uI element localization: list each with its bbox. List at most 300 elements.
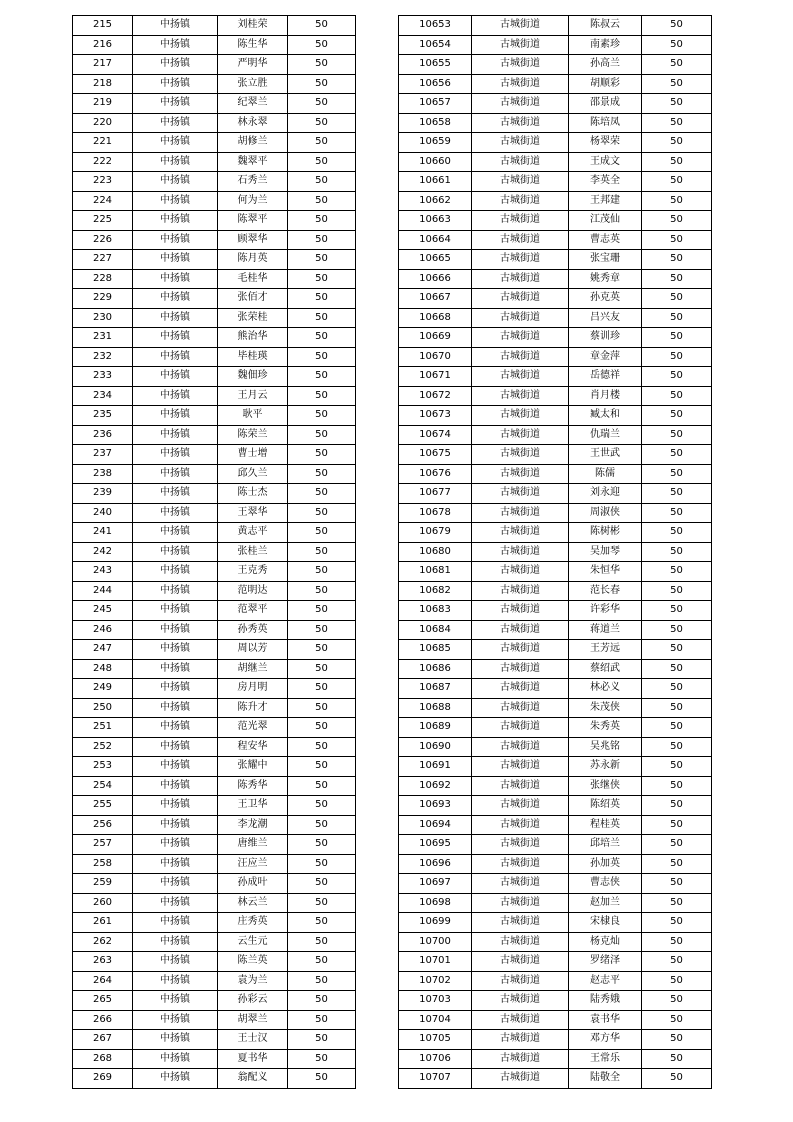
- amount-cell: 50: [288, 1049, 356, 1069]
- table-row: [399, 328, 712, 348]
- district-cell: 中扬镇: [133, 874, 218, 894]
- amount-cell: 50: [288, 659, 356, 679]
- table-row: [73, 425, 356, 445]
- table-row: [73, 386, 356, 406]
- row-number-cell: 241: [73, 523, 133, 543]
- district-cell: 中扬镇: [133, 601, 218, 621]
- amount-cell: 50: [288, 1010, 356, 1030]
- row-number-cell: 10658: [399, 113, 472, 133]
- amount-cell: 50: [288, 250, 356, 270]
- district-cell: 古城街道: [472, 1030, 569, 1050]
- amount-cell: 50: [288, 581, 356, 601]
- row-number-cell: 243: [73, 562, 133, 582]
- amount-cell: 50: [288, 464, 356, 484]
- row-number-cell: 10659: [399, 133, 472, 153]
- name-cell: 姚秀章: [569, 269, 642, 289]
- amount-cell: 50: [642, 874, 712, 894]
- name-cell: 孙秀英: [218, 620, 288, 640]
- row-number-cell: 10691: [399, 757, 472, 777]
- name-cell: 南素珍: [569, 35, 642, 55]
- name-cell: 陆敬全: [569, 1069, 642, 1089]
- table-row: [399, 679, 712, 699]
- table-row: [73, 542, 356, 562]
- amount-cell: 50: [642, 835, 712, 855]
- name-cell: 范长春: [569, 581, 642, 601]
- amount-cell: 50: [642, 815, 712, 835]
- table-row: [399, 913, 712, 933]
- table-row: [399, 503, 712, 523]
- amount-cell: 50: [642, 893, 712, 913]
- amount-cell: 50: [288, 503, 356, 523]
- name-cell: 曹志英: [569, 230, 642, 250]
- name-cell: 朱秀英: [569, 718, 642, 738]
- name-cell: 王克秀: [218, 562, 288, 582]
- amount-cell: 50: [288, 269, 356, 289]
- district-cell: 中扬镇: [133, 1049, 218, 1069]
- table-row: [73, 581, 356, 601]
- table-row: [399, 698, 712, 718]
- amount-cell: 50: [288, 835, 356, 855]
- table-row: [73, 796, 356, 816]
- district-cell: 中扬镇: [133, 113, 218, 133]
- district-cell: 古城街道: [472, 347, 569, 367]
- amount-cell: 50: [642, 523, 712, 543]
- name-cell: 陈秀华: [218, 776, 288, 796]
- row-number-cell: 267: [73, 1030, 133, 1050]
- district-cell: 古城街道: [472, 503, 569, 523]
- district-cell: 中扬镇: [133, 94, 218, 114]
- name-cell: 陈翠平: [218, 211, 288, 231]
- name-cell: 陈荣兰: [218, 425, 288, 445]
- row-number-cell: 10698: [399, 893, 472, 913]
- amount-cell: 50: [288, 328, 356, 348]
- table-row: [399, 893, 712, 913]
- amount-cell: 50: [288, 971, 356, 991]
- table-row: [399, 386, 712, 406]
- table-row: [399, 152, 712, 172]
- district-cell: 中扬镇: [133, 367, 218, 387]
- amount-cell: 50: [642, 133, 712, 153]
- amount-cell: 50: [288, 386, 356, 406]
- name-cell: 房月明: [218, 679, 288, 699]
- district-cell: 中扬镇: [133, 991, 218, 1011]
- amount-cell: 50: [288, 308, 356, 328]
- amount-cell: 50: [642, 113, 712, 133]
- district-cell: 古城街道: [472, 620, 569, 640]
- amount-cell: 50: [642, 913, 712, 933]
- amount-cell: 50: [288, 523, 356, 543]
- district-cell: 中扬镇: [133, 815, 218, 835]
- amount-cell: 50: [642, 328, 712, 348]
- district-cell: 中扬镇: [133, 620, 218, 640]
- table-row: [399, 367, 712, 387]
- table-row: [399, 425, 712, 445]
- amount-cell: 50: [642, 406, 712, 426]
- amount-cell: 50: [642, 971, 712, 991]
- amount-cell: 50: [288, 562, 356, 582]
- row-number-cell: 10704: [399, 1010, 472, 1030]
- row-number-cell: 10661: [399, 172, 472, 192]
- row-number-cell: 251: [73, 718, 133, 738]
- name-cell: 严明华: [218, 55, 288, 75]
- district-cell: 古城街道: [472, 913, 569, 933]
- name-cell: 李龙潮: [218, 815, 288, 835]
- name-cell: 唐维兰: [218, 835, 288, 855]
- table-row: [73, 835, 356, 855]
- table-row: [399, 620, 712, 640]
- district-cell: 中扬镇: [133, 737, 218, 757]
- right-table-body: [399, 16, 712, 1089]
- amount-cell: 50: [288, 172, 356, 192]
- amount-cell: 50: [642, 230, 712, 250]
- district-cell: 中扬镇: [133, 406, 218, 426]
- district-cell: 古城街道: [472, 1049, 569, 1069]
- name-cell: 吕兴友: [569, 308, 642, 328]
- table-row: [399, 815, 712, 835]
- row-number-cell: 220: [73, 113, 133, 133]
- table-row: [73, 230, 356, 250]
- name-cell: 张桂兰: [218, 542, 288, 562]
- amount-cell: 50: [288, 893, 356, 913]
- name-cell: 许彩华: [569, 601, 642, 621]
- row-number-cell: 10693: [399, 796, 472, 816]
- amount-cell: 50: [288, 913, 356, 933]
- district-cell: 中扬镇: [133, 308, 218, 328]
- row-number-cell: 10657: [399, 94, 472, 114]
- row-number-cell: 255: [73, 796, 133, 816]
- row-number-cell: 256: [73, 815, 133, 835]
- table-row: [399, 445, 712, 465]
- table-row: [73, 523, 356, 543]
- amount-cell: 50: [642, 172, 712, 192]
- district-cell: 古城街道: [472, 757, 569, 777]
- amount-cell: 50: [288, 698, 356, 718]
- name-cell: 罗绪泽: [569, 952, 642, 972]
- name-cell: 林永翠: [218, 113, 288, 133]
- name-cell: 赵加兰: [569, 893, 642, 913]
- amount-cell: 50: [642, 94, 712, 114]
- amount-cell: 50: [642, 952, 712, 972]
- table-row: [73, 113, 356, 133]
- district-cell: 中扬镇: [133, 211, 218, 231]
- district-cell: 中扬镇: [133, 952, 218, 972]
- table-row: [399, 1010, 712, 1030]
- name-cell: 魏佃珍: [218, 367, 288, 387]
- name-cell: 杨克灿: [569, 932, 642, 952]
- table-row: [399, 35, 712, 55]
- amount-cell: 50: [642, 932, 712, 952]
- name-cell: 陈兰英: [218, 952, 288, 972]
- district-cell: 中扬镇: [133, 35, 218, 55]
- name-cell: 孙彩云: [218, 991, 288, 1011]
- district-cell: 古城街道: [472, 952, 569, 972]
- row-number-cell: 227: [73, 250, 133, 270]
- district-cell: 中扬镇: [133, 133, 218, 153]
- amount-cell: 50: [642, 796, 712, 816]
- district-cell: 古城街道: [472, 893, 569, 913]
- district-cell: 古城街道: [472, 191, 569, 211]
- district-cell: 古城街道: [472, 425, 569, 445]
- name-cell: 朱茂侠: [569, 698, 642, 718]
- table-row: [399, 230, 712, 250]
- table-row: [399, 172, 712, 192]
- table-row: [399, 562, 712, 582]
- amount-cell: 50: [288, 152, 356, 172]
- table-row: [73, 1030, 356, 1050]
- amount-cell: 50: [642, 562, 712, 582]
- name-cell: 耿平: [218, 406, 288, 426]
- row-number-cell: 10680: [399, 542, 472, 562]
- district-cell: 中扬镇: [133, 503, 218, 523]
- amount-cell: 50: [642, 991, 712, 1011]
- amount-cell: 50: [288, 94, 356, 114]
- district-cell: 中扬镇: [133, 698, 218, 718]
- table-row: [73, 776, 356, 796]
- row-number-cell: 10686: [399, 659, 472, 679]
- row-number-cell: 266: [73, 1010, 133, 1030]
- table-row: [399, 94, 712, 114]
- district-cell: 古城街道: [472, 659, 569, 679]
- row-number-cell: 223: [73, 172, 133, 192]
- row-number-cell: 224: [73, 191, 133, 211]
- row-number-cell: 229: [73, 289, 133, 309]
- amount-cell: 50: [288, 757, 356, 777]
- row-number-cell: 240: [73, 503, 133, 523]
- amount-cell: 50: [642, 854, 712, 874]
- district-cell: 中扬镇: [133, 16, 218, 36]
- district-cell: 古城街道: [472, 854, 569, 874]
- table-row: [73, 74, 356, 94]
- name-cell: 朱恒华: [569, 562, 642, 582]
- district-cell: 古城街道: [472, 74, 569, 94]
- table-row: [399, 854, 712, 874]
- name-cell: 王常乐: [569, 1049, 642, 1069]
- row-number-cell: 10664: [399, 230, 472, 250]
- row-number-cell: 218: [73, 74, 133, 94]
- name-cell: 范光翠: [218, 718, 288, 738]
- name-cell: 袁书华: [569, 1010, 642, 1030]
- row-number-cell: 10672: [399, 386, 472, 406]
- table-row: [73, 601, 356, 621]
- table-row: [399, 1049, 712, 1069]
- table-row: [399, 1030, 712, 1050]
- row-number-cell: 10689: [399, 718, 472, 738]
- district-cell: 古城街道: [472, 1069, 569, 1089]
- table-row: [399, 269, 712, 289]
- row-number-cell: 10694: [399, 815, 472, 835]
- district-cell: 古城街道: [472, 445, 569, 465]
- name-cell: 陈士杰: [218, 484, 288, 504]
- name-cell: 陈绍英: [569, 796, 642, 816]
- row-number-cell: 10688: [399, 698, 472, 718]
- table-row: [399, 971, 712, 991]
- row-number-cell: 10702: [399, 971, 472, 991]
- amount-cell: 50: [642, 211, 712, 231]
- row-number-cell: 248: [73, 659, 133, 679]
- name-cell: 章金萍: [569, 347, 642, 367]
- name-cell: 庄秀英: [218, 913, 288, 933]
- table-row: [399, 952, 712, 972]
- amount-cell: 50: [288, 679, 356, 699]
- table-row: [73, 211, 356, 231]
- district-cell: 中扬镇: [133, 835, 218, 855]
- district-cell: 古城街道: [472, 679, 569, 699]
- name-cell: 陈儒: [569, 464, 642, 484]
- name-cell: 江茂仙: [569, 211, 642, 231]
- amount-cell: 50: [288, 1030, 356, 1050]
- name-cell: 陈升才: [218, 698, 288, 718]
- district-cell: 中扬镇: [133, 523, 218, 543]
- district-cell: 中扬镇: [133, 55, 218, 75]
- name-cell: 林云兰: [218, 893, 288, 913]
- row-number-cell: 254: [73, 776, 133, 796]
- row-number-cell: 10670: [399, 347, 472, 367]
- amount-cell: 50: [288, 35, 356, 55]
- district-cell: 中扬镇: [133, 172, 218, 192]
- name-cell: 吴加琴: [569, 542, 642, 562]
- name-cell: 汪应兰: [218, 854, 288, 874]
- amount-cell: 50: [288, 815, 356, 835]
- name-cell: 夏书华: [218, 1049, 288, 1069]
- table-row: [73, 367, 356, 387]
- name-cell: 王芳远: [569, 640, 642, 660]
- row-number-cell: 236: [73, 425, 133, 445]
- name-cell: 蔡绍武: [569, 659, 642, 679]
- district-cell: 中扬镇: [133, 464, 218, 484]
- amount-cell: 50: [642, 620, 712, 640]
- name-cell: 王卫华: [218, 796, 288, 816]
- name-cell: 蔡训珍: [569, 328, 642, 348]
- row-number-cell: 245: [73, 601, 133, 621]
- name-cell: 臧太和: [569, 406, 642, 426]
- name-cell: 杨翠荣: [569, 133, 642, 153]
- table-row: [399, 250, 712, 270]
- table-row: [399, 776, 712, 796]
- amount-cell: 50: [288, 484, 356, 504]
- row-number-cell: 233: [73, 367, 133, 387]
- name-cell: 岳德祥: [569, 367, 642, 387]
- row-number-cell: 10699: [399, 913, 472, 933]
- table-row: [73, 718, 356, 738]
- table-row: [73, 1069, 356, 1089]
- left-table-body: [73, 16, 356, 1089]
- district-cell: 古城街道: [472, 269, 569, 289]
- name-cell: 李英全: [569, 172, 642, 192]
- row-number-cell: 242: [73, 542, 133, 562]
- table-row: [399, 737, 712, 757]
- district-cell: 中扬镇: [133, 913, 218, 933]
- amount-cell: 50: [642, 757, 712, 777]
- table-row: [399, 406, 712, 426]
- table-row: [399, 523, 712, 543]
- row-number-cell: 230: [73, 308, 133, 328]
- row-number-cell: 10685: [399, 640, 472, 660]
- right-table: [398, 15, 712, 1089]
- table-row: [73, 620, 356, 640]
- district-cell: 中扬镇: [133, 718, 218, 738]
- amount-cell: 50: [642, 1030, 712, 1050]
- name-cell: 翁配义: [218, 1069, 288, 1089]
- table-row: [73, 913, 356, 933]
- table-row: [399, 113, 712, 133]
- row-number-cell: 269: [73, 1069, 133, 1089]
- row-number-cell: 249: [73, 679, 133, 699]
- row-number-cell: 238: [73, 464, 133, 484]
- row-number-cell: 10707: [399, 1069, 472, 1089]
- row-number-cell: 247: [73, 640, 133, 660]
- amount-cell: 50: [288, 1069, 356, 1089]
- amount-cell: 50: [288, 952, 356, 972]
- district-cell: 古城街道: [472, 640, 569, 660]
- amount-cell: 50: [288, 445, 356, 465]
- name-cell: 王士汉: [218, 1030, 288, 1050]
- name-cell: 孙成叶: [218, 874, 288, 894]
- row-number-cell: 10668: [399, 308, 472, 328]
- district-cell: 中扬镇: [133, 757, 218, 777]
- table-row: [73, 1049, 356, 1069]
- name-cell: 毛桂华: [218, 269, 288, 289]
- amount-cell: 50: [288, 55, 356, 75]
- row-number-cell: 228: [73, 269, 133, 289]
- district-cell: 古城街道: [472, 737, 569, 757]
- district-cell: 古城街道: [472, 484, 569, 504]
- table-row: [399, 484, 712, 504]
- amount-cell: 50: [288, 406, 356, 426]
- row-number-cell: 10681: [399, 562, 472, 582]
- name-cell: 程安华: [218, 737, 288, 757]
- district-cell: 中扬镇: [133, 562, 218, 582]
- row-number-cell: 10662: [399, 191, 472, 211]
- amount-cell: 50: [642, 16, 712, 36]
- table-row: [73, 347, 356, 367]
- table-row: [73, 971, 356, 991]
- row-number-cell: 250: [73, 698, 133, 718]
- row-number-cell: 10678: [399, 503, 472, 523]
- amount-cell: 50: [288, 367, 356, 387]
- name-cell: 王月云: [218, 386, 288, 406]
- district-cell: 古城街道: [472, 581, 569, 601]
- table-row: [73, 991, 356, 1011]
- district-cell: 古城街道: [472, 874, 569, 894]
- amount-cell: 50: [642, 640, 712, 660]
- name-cell: 刘永迎: [569, 484, 642, 504]
- row-number-cell: 215: [73, 16, 133, 36]
- district-cell: 古城街道: [472, 991, 569, 1011]
- row-number-cell: 10655: [399, 55, 472, 75]
- table-row: [399, 347, 712, 367]
- row-number-cell: 252: [73, 737, 133, 757]
- row-number-cell: 10683: [399, 601, 472, 621]
- amount-cell: 50: [288, 230, 356, 250]
- table-row: [399, 133, 712, 153]
- district-cell: 古城街道: [472, 796, 569, 816]
- name-cell: 宋棣良: [569, 913, 642, 933]
- table-row: [399, 640, 712, 660]
- row-number-cell: 10696: [399, 854, 472, 874]
- row-number-cell: 237: [73, 445, 133, 465]
- amount-cell: 50: [642, 1010, 712, 1030]
- name-cell: 陈叔云: [569, 16, 642, 36]
- name-cell: 林必义: [569, 679, 642, 699]
- district-cell: 古城街道: [472, 55, 569, 75]
- amount-cell: 50: [288, 347, 356, 367]
- amount-cell: 50: [642, 250, 712, 270]
- table-row: [73, 737, 356, 757]
- district-cell: 古城街道: [472, 542, 569, 562]
- name-cell: 范翠平: [218, 601, 288, 621]
- amount-cell: 50: [642, 191, 712, 211]
- row-number-cell: 234: [73, 386, 133, 406]
